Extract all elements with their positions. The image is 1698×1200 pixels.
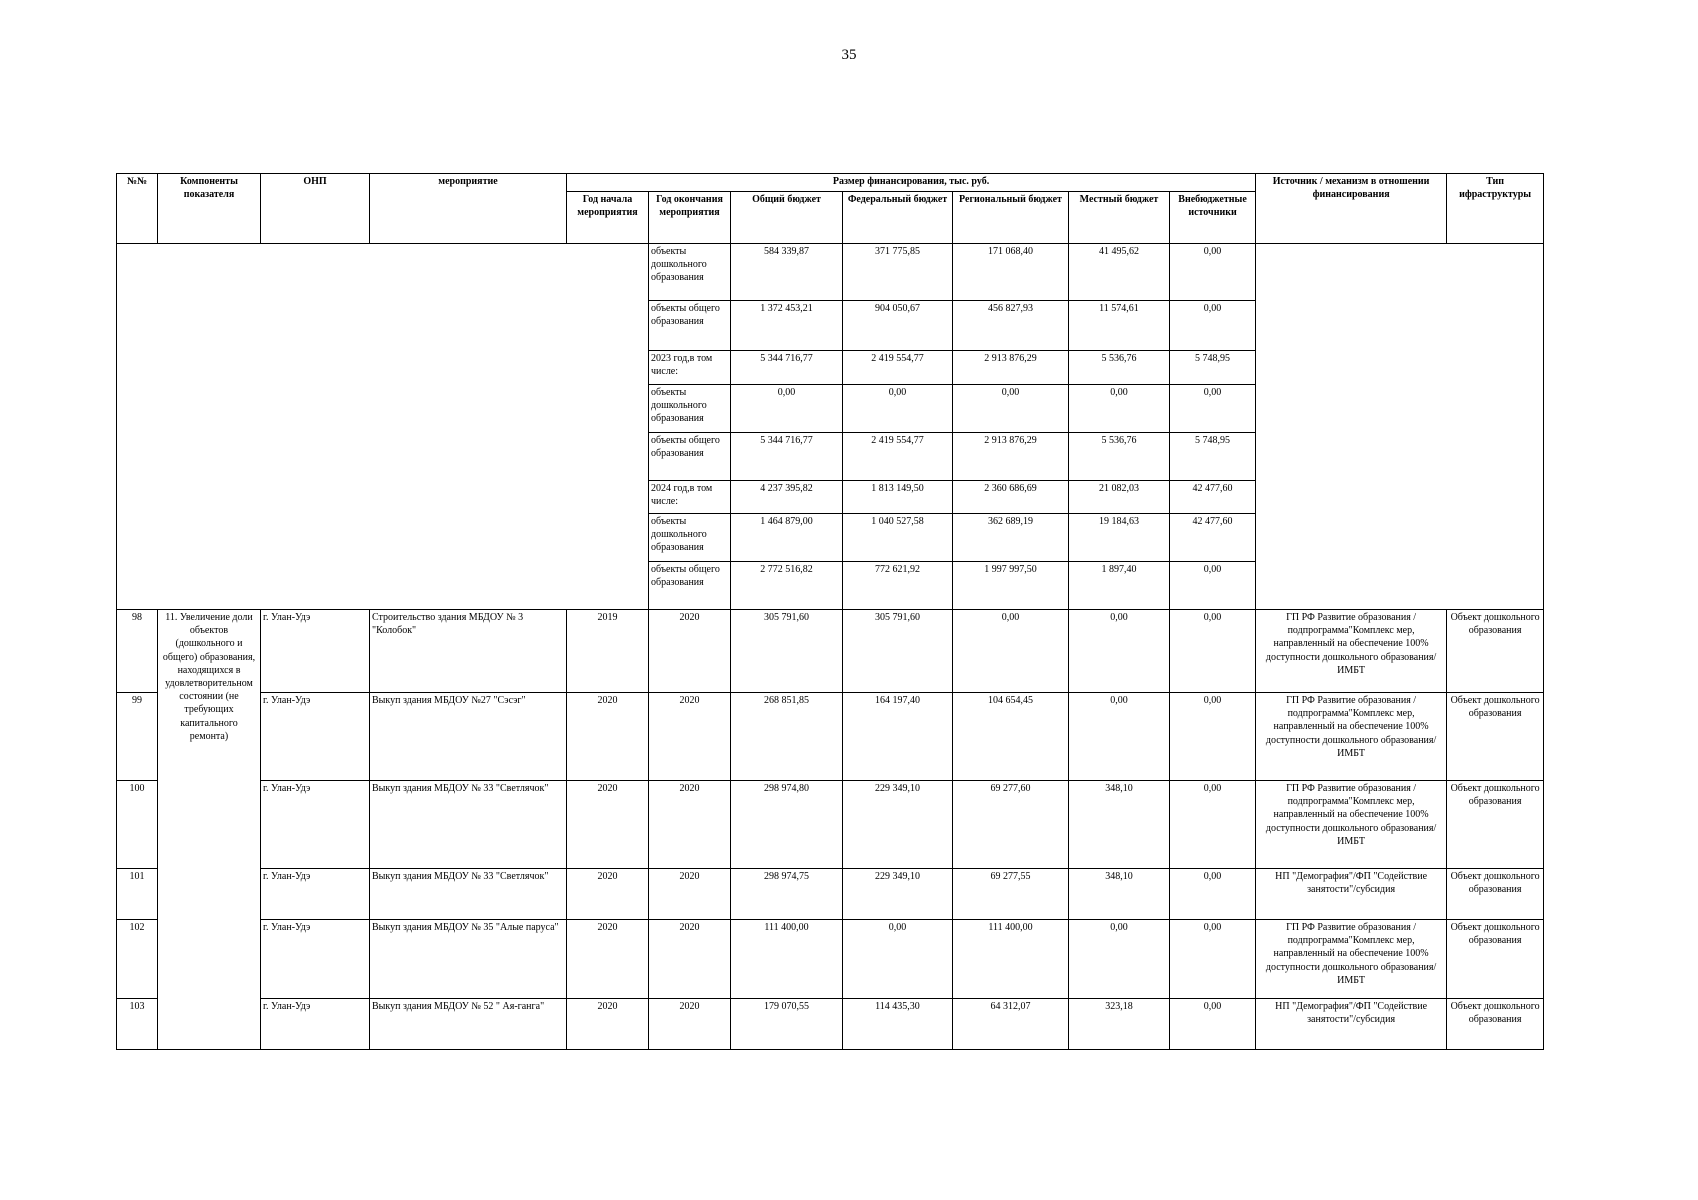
summary-regional: 2 913 876,29 [953,351,1069,385]
row-source: ГП РФ Развитие образования /подпрограмма"Комплекс мер, направленный на обеспечение 100% доступности дошкольного образования/ИМБТ [1256,610,1447,693]
table-row [117,999,1544,1050]
header-year-start: Год начала мероприятия [567,192,649,244]
table-row [117,610,1544,693]
row-onp: г. Улан-Удэ [261,869,370,920]
summary-blank-right [1256,244,1544,610]
summary-total: 2 772 516,82 [731,562,843,610]
row-infra: Объект дошкольного образования [1447,869,1544,920]
header-num: №№ [117,174,158,244]
row-year-end: 2020 [649,999,731,1050]
row-infra: Объект дошкольного образования [1447,610,1544,693]
table-row [117,693,1544,781]
summary-label: объекты общего образования [649,301,731,351]
summary-total: 1 372 453,21 [731,301,843,351]
row-federal: 0,00 [843,920,953,999]
row-regional: 0,00 [953,610,1069,693]
row-total: 298 974,80 [731,781,843,869]
row-year-start: 2019 [567,610,649,693]
summary-local: 5 536,76 [1069,433,1170,481]
row-source: ГП РФ Развитие образования /подпрограмма"Комплекс мер, направленный на обеспечение 100% доступности дошкольного образования/ИМБТ [1256,781,1447,869]
summary-extra: 42 477,60 [1170,514,1256,562]
row-local: 0,00 [1069,610,1170,693]
row-local: 323,18 [1069,999,1170,1050]
row-event: Выкуп здания МБДОУ № 52 " Ая-ганга" [370,999,567,1050]
header-total: Общий бюджет [731,192,843,244]
row-num: 99 [117,693,158,781]
summary-total: 5 344 716,77 [731,351,843,385]
row-extra: 0,00 [1170,781,1256,869]
table-row [117,781,1544,869]
summary-extra: 5 748,95 [1170,433,1256,481]
row-onp: г. Улан-Удэ [261,693,370,781]
row-year-start: 2020 [567,781,649,869]
row-federal: 305 791,60 [843,610,953,693]
summary-regional: 456 827,93 [953,301,1069,351]
summary-blank-left [117,244,649,610]
row-num: 98 [117,610,158,693]
row-extra: 0,00 [1170,610,1256,693]
row-total: 298 974,75 [731,869,843,920]
summary-total: 1 464 879,00 [731,514,843,562]
row-year-start: 2020 [567,999,649,1050]
row-year-end: 2020 [649,781,731,869]
summary-extra: 0,00 [1170,562,1256,610]
table-row [117,920,1544,999]
row-num: 101 [117,869,158,920]
header-funding: Размер финансирования, тыс. руб. [567,174,1256,192]
summary-local: 21 082,03 [1069,481,1170,514]
summary-total: 0,00 [731,385,843,433]
header-year-end: Год окончания мероприятия [649,192,731,244]
row-onp: г. Улан-Удэ [261,920,370,999]
row-source: ГП РФ Развитие образования /подпрограмма"Комплекс мер, направленный на обеспечение 100% доступности дошкольного образования/ИМБТ [1256,693,1447,781]
row-year-end: 2020 [649,693,731,781]
funding-table [116,173,1544,1050]
row-regional: 104 654,45 [953,693,1069,781]
summary-regional: 362 689,19 [953,514,1069,562]
row-year-start: 2020 [567,920,649,999]
row-year-end: 2020 [649,869,731,920]
component-cell: 11. Увеличение доли объектов (дошкольного и общего) образования, находящихся в удовлетворительном состоянии (не требующих капитального ремонта) [158,610,261,1050]
row-local: 348,10 [1069,869,1170,920]
page-number: 35 [841,47,857,63]
row-regional: 111 400,00 [953,920,1069,999]
row-federal: 164 197,40 [843,693,953,781]
summary-total: 584 339,87 [731,244,843,301]
row-num: 103 [117,999,158,1050]
row-federal: 229 349,10 [843,781,953,869]
summary-federal: 772 621,92 [843,562,953,610]
row-year-end: 2020 [649,920,731,999]
summary-local: 0,00 [1069,385,1170,433]
header-event: мероприятие [370,174,567,244]
summary-local: 11 574,61 [1069,301,1170,351]
table-body [117,244,1544,1050]
header-source: Источник / механизм в отношении финансирования [1256,174,1447,244]
summary-label: объекты общего образования [649,562,731,610]
summary-regional: 2 360 686,69 [953,481,1069,514]
summary-label: объекты общего образования [649,433,731,481]
row-extra: 0,00 [1170,920,1256,999]
summary-federal: 1 040 527,58 [843,514,953,562]
summary-local: 41 495,62 [1069,244,1170,301]
summary-federal: 371 775,85 [843,244,953,301]
summary-federal: 2 419 554,77 [843,433,953,481]
row-infra: Объект дошкольного образования [1447,999,1544,1050]
summary-federal: 1 813 149,50 [843,481,953,514]
row-local: 0,00 [1069,693,1170,781]
row-total: 305 791,60 [731,610,843,693]
header-infra: Тип ифраструктуры [1447,174,1544,244]
header-component: Компоненты показателя [158,174,261,244]
row-onp: г. Улан-Удэ [261,610,370,693]
summary-extra: 0,00 [1170,244,1256,301]
summary-federal: 904 050,67 [843,301,953,351]
summary-regional: 0,00 [953,385,1069,433]
row-num: 100 [117,781,158,869]
row-infra: Объект дошкольного образования [1447,693,1544,781]
row-regional: 69 277,55 [953,869,1069,920]
row-total: 179 070,55 [731,999,843,1050]
header-extra: Внебюджетные источники [1170,192,1256,244]
row-infra: Объект дошкольного образования [1447,781,1544,869]
row-extra: 0,00 [1170,693,1256,781]
summary-extra: 5 748,95 [1170,351,1256,385]
row-year-end: 2020 [649,610,731,693]
summary-regional: 171 068,40 [953,244,1069,301]
summary-extra: 0,00 [1170,385,1256,433]
summary-regional: 2 913 876,29 [953,433,1069,481]
row-federal: 114 435,30 [843,999,953,1050]
table-row [117,869,1544,920]
row-local: 0,00 [1069,920,1170,999]
summary-federal: 2 419 554,77 [843,351,953,385]
row-event: Выкуп здания МБДОУ № 33 "Светлячок" [370,781,567,869]
header-onp: ОНП [261,174,370,244]
summary-label: объекты дошкольного образования [649,385,731,433]
row-source: ГП РФ Развитие образования /подпрограмма"Комплекс мер, направленный на обеспечение 100% доступности дошкольного образования/ИМБТ [1256,920,1447,999]
summary-extra: 42 477,60 [1170,481,1256,514]
header-regional: Региональный бюджет [953,192,1069,244]
header-federal: Федеральный бюджет [843,192,953,244]
row-local: 348,10 [1069,781,1170,869]
row-regional: 69 277,60 [953,781,1069,869]
summary-local: 19 184,63 [1069,514,1170,562]
summary-label: 2023 год,в том числе: [649,351,731,385]
row-source: НП "Демография"/ФП "Содействие занятости"/субсидия [1256,999,1447,1050]
summary-label: объекты дошкольного образования [649,244,731,301]
row-total: 111 400,00 [731,920,843,999]
header-local: Местный бюджет [1069,192,1170,244]
row-infra: Объект дошкольного образования [1447,920,1544,999]
summary-total: 4 237 395,82 [731,481,843,514]
row-extra: 0,00 [1170,999,1256,1050]
row-num: 102 [117,920,158,999]
row-event: Выкуп здания МБДОУ №27 "Сэсэг" [370,693,567,781]
summary-label: объекты дошкольного образования [649,514,731,562]
row-onp: г. Улан-Удэ [261,781,370,869]
summary-local: 1 897,40 [1069,562,1170,610]
row-source: НП "Демография"/ФП "Содействие занятости"/субсидия [1256,869,1447,920]
row-regional: 64 312,07 [953,999,1069,1050]
row-federal: 229 349,10 [843,869,953,920]
row-event: Выкуп здания МБДОУ № 33 "Светлячок" [370,869,567,920]
row-total: 268 851,85 [731,693,843,781]
row-extra: 0,00 [1170,869,1256,920]
row-onp: г. Улан-Удэ [261,999,370,1050]
row-event: Строительство здания МБДОУ № 3 "Колобок" [370,610,567,693]
summary-label: 2024 год,в том числе: [649,481,731,514]
row-year-start: 2020 [567,693,649,781]
summary-total: 5 344 716,77 [731,433,843,481]
row-event: Выкуп здания МБДОУ № 35 "Алые паруса" [370,920,567,999]
summary-local: 5 536,76 [1069,351,1170,385]
summary-federal: 0,00 [843,385,953,433]
row-year-start: 2020 [567,869,649,920]
summary-regional: 1 997 997,50 [953,562,1069,610]
summary-extra: 0,00 [1170,301,1256,351]
